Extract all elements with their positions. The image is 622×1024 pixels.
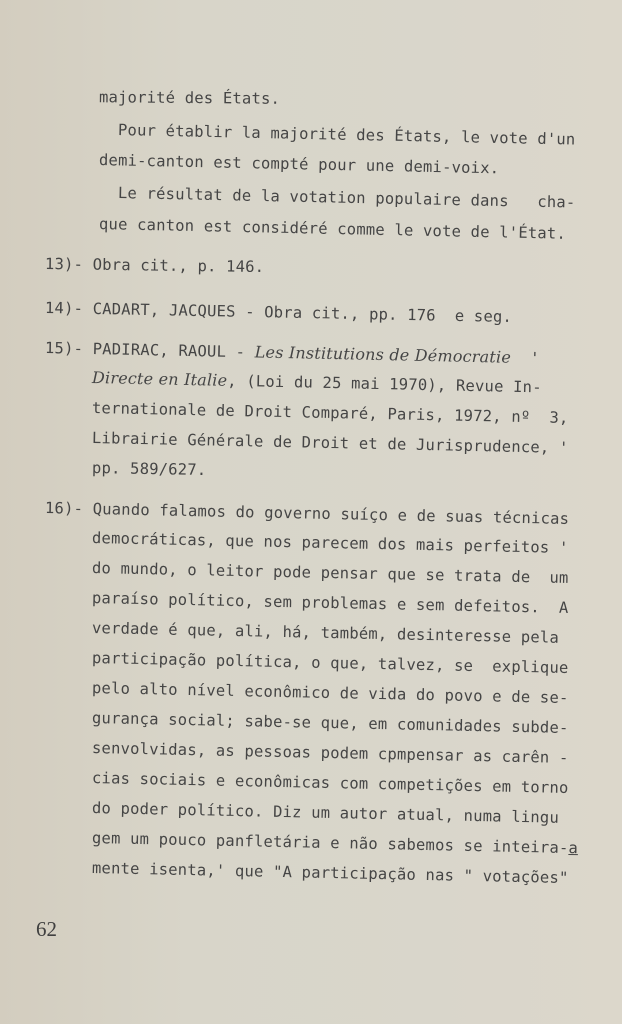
text-line: participação política, o que, talvez, se explique bbox=[91, 649, 569, 677]
text-line: demi-canton est compté pour une demi-voix. bbox=[98, 151, 500, 178]
text-line: pelo alto nível econômico de vida do povo e de se- bbox=[91, 679, 569, 707]
text-line: do poder político. Diz um autor atual, numa lingu bbox=[91, 799, 560, 827]
footnote-mark: ' bbox=[510, 348, 540, 368]
footnote-text: , (Loi du 25 mai 1970), Revue In- bbox=[227, 371, 542, 397]
text-line bbox=[92, 368, 542, 397]
footnote-text: Obra cit., p. 146. bbox=[92, 255, 265, 277]
footnote-text: gem um pouco panfletária e não sabemos se inteira- bbox=[91, 829, 569, 857]
text-line: senvolvidas, as pessoas podem cpmpensar as carên - bbox=[91, 739, 569, 767]
text-line: democráticas, que nos parecem dos mais perfeitos ' bbox=[91, 529, 569, 557]
text-line: do mundo, o leitor pode pensar que se trata de um bbox=[91, 559, 569, 587]
page-number: 62 bbox=[36, 917, 57, 941]
text-line: Le résultat de la votation populaire dans cha- bbox=[117, 184, 576, 212]
footnote-number: 16)- bbox=[44, 499, 84, 518]
footnote-title: Directe en Italie bbox=[91, 368, 228, 390]
text-line: cias sociais e econômicas com competições em torno bbox=[91, 769, 569, 797]
footnote-number: 14)- bbox=[44, 299, 84, 318]
footnote-number: 15)- bbox=[44, 339, 84, 358]
text-line: que canton est considéré comme le vote de l'État. bbox=[98, 215, 567, 243]
text-line: gurança social; sabe-se que, em comunidades subde- bbox=[91, 709, 569, 737]
footnote-author: PADIRAC, RAOUL - bbox=[92, 340, 255, 362]
text-line bbox=[92, 828, 578, 858]
footnote-14 bbox=[45, 298, 512, 327]
text-line: paraíso político, sem problemas e sem defeitos. A bbox=[91, 589, 569, 617]
footnote-15 bbox=[45, 338, 540, 368]
text-line: mente isenta,' que "A participação nas " votações" bbox=[91, 859, 569, 887]
footnote-text: CADART, JACQUES - Obra cit., pp. 176 e seg. bbox=[92, 299, 513, 326]
footnote-text: Quando falamos do governo suíço e de suas técnicas bbox=[92, 500, 570, 528]
underlined-letter: a bbox=[568, 838, 579, 858]
footnote-number: 13)- bbox=[44, 255, 84, 274]
text-line: majorité des États. bbox=[98, 88, 281, 108]
text-line: Pour établir la majorité des États, le vote d'un bbox=[117, 121, 576, 149]
text-line: Librairie Générale de Droit et de Jurisprudence, ' bbox=[91, 429, 569, 457]
footnote-title: Les Institutions de Démocratie bbox=[254, 342, 512, 367]
text-line: pp. 589/627. bbox=[91, 459, 207, 479]
text-line: verdade é que, ali, há, também, desinteresse pela bbox=[91, 619, 560, 647]
text-line: ternationale de Droit Comparé, Paris, 1972, nº 3, bbox=[91, 399, 569, 427]
footnote-13 bbox=[45, 254, 265, 277]
footnote-16 bbox=[45, 498, 570, 529]
